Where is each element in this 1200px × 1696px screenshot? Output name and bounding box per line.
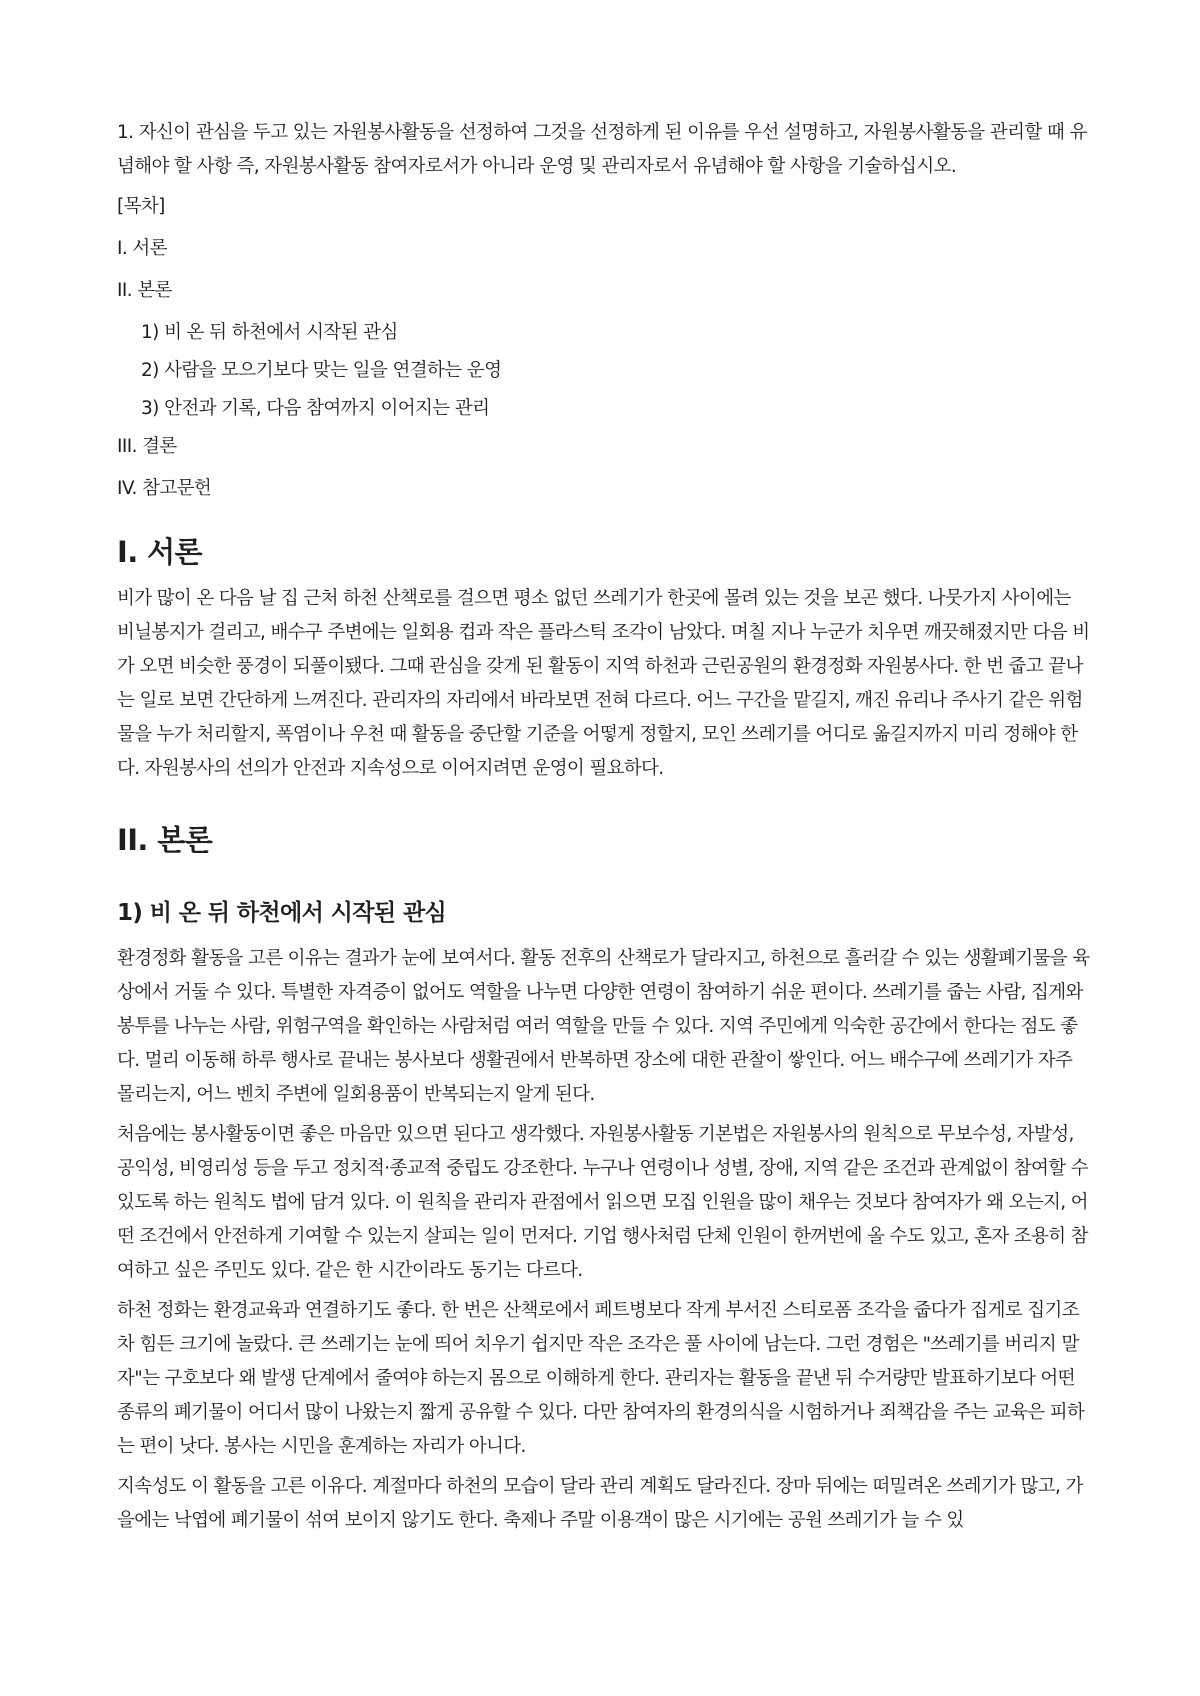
intro-paragraph: 비가 많이 온 다음 날 집 근처 하천 산책로를 걸으면 평소 없던 쓰레기가 한곳에 몰려 있는 것을 보곤 했다. 나뭇가지 사이에는 비닐봉지가 걸리고, 배수구 주변에는 일회용 컵과 작은 플라스틱 조각이 남았다. 며칠 지나 누군가 치우면 깨끗해졌지만 다음 비가 오면 비슷한 풍경이 되풀이됐다. 그때 관심을 갖게 된 활동이 지역 하천과 근린공원의 환경정화 자원봉사다. 한 번 줍고 끝나는 일로 보면 간단하게 느껴진다. 관리자의 자리에서 바라보면 전혀 다르다. 어느 구간을 맡길지, 깨진 유리나 주사기 같은 위험물을 누가 처리할지, 폭염이나 우천 때 활동을 중단할 기준을 어떻게 정할지, 모인 쓰레기를 어디로 옮길지까지 미리 정해야 한다. 자원봉사의 선의가 안전과 지속성으로 이어지려면 운영이 필요하다. [117, 588, 1090, 779]
toc-item-body-3: 3) 안전과 기록, 다음 참여까지 이어지는 관리 [141, 398, 490, 419]
body-paragraph: 처음에는 봉사활동이면 좋은 마음만 있으면 된다고 생각했다. 자원봉사활동 기본법은 자원봉사의 원칙으로 무보수성, 자발성, 공익성, 비영리성 등을 두고 정치적·종교적 중립도 강조한다. 누구나 연령이나 성별, 장애, 지역 같은 조건과 관계없이 참여할 수 있도록 하는 원칙도 법에 담겨 있다. 이 원칙을 관리자 관점에서 읽으면 모집 인원을 많이 채우는 것보다 참여자가 왜 오는지, 어떤 조건에서 안전하게 기여할 수 있는지 살피는 일이 먼저다. 기업 행사처럼 단체 인원이 한꺼번에 올 수도 있고, 혼자 조용히 참여하고 싶은 주민도 있다. 같은 한 시간이라도 동기는 다르다. [117, 1124, 1088, 1281]
toc-item-body-2: 2) 사람을 모으기보다 맞는 일을 연결하는 운영 [141, 360, 502, 381]
toc-item-references: IV. 참고문헌 [117, 478, 212, 499]
toc-heading: [목차] [117, 196, 165, 217]
toc-item-intro: I. 서론 [117, 238, 167, 259]
body-paragraph: 하천 정화는 환경교육과 연결하기도 좋다. 한 번은 산책로에서 페트병보다 작게 부서진 스티로폼 조각을 줍다가 집게로 집기조차 힘든 크기에 놀랐다. 큰 쓰레기는 눈에 띄어 치우기 쉽지만 작은 조각은 풀 사이에 남는다. 그런 경험은 "쓰레기를 버리지 말자"는 구호보다 왜 발생 단계에서 줄여야 하는지 몸으로 이해하게 한다. 관리자는 활동을 끝낸 뒤 수거량만 발표하기보다 어떤 종류의 폐기물이 어디서 많이 나왔는지 짧게 공유할 수 있다. 다만 참여자의 환경의식을 시험하거나 죄책감을 주는 교육은 피하는 편이 낫다. 봉사는 시민을 훈계하는 자리가 아니다. [117, 1300, 1085, 1457]
toc-item-body: II. 본론 [117, 280, 172, 301]
toc-item-conclusion: III. 결론 [117, 436, 177, 457]
assignment-question: 1. 자신이 관심을 두고 있는 자원봉사활동을 선정하여 그것을 선정하게 된 이유를 우선 설명하고, 자원봉사활동을 관리할 때 유념해야 할 사항 즉, 자원봉사활동 참여자로서가 아니라 운영 및 관리자로서 유념해야 할 사항을 기술하십시오. [117, 122, 1087, 177]
toc-item-body-1: 1) 비 온 뒤 하천에서 시작된 관심 [141, 322, 398, 343]
body-paragraph: 환경정화 활동을 고른 이유는 결과가 눈에 보여서다. 활동 전후의 산책로가 달라지고, 하천으로 흘러갈 수 있는 생활폐기물을 육상에서 거둘 수 있다. 특별한 자격증이 없어도 역할을 나누면 다양한 연령이 참여하기 쉬운 편이다. 쓰레기를 줍는 사람, 집게와 봉투를 나누는 사람, 위험구역을 확인하는 사람처럼 여러 역할을 만들 수 있다. 지역 주민에게 익숙한 공간에서 한다는 점도 좋다. 멀리 이동해 하루 행사로 끝내는 봉사보다 생활권에서 반복하면 장소에 대한 관찰이 쌓인다. 어느 배수구에 쓰레기가 자주 몰리는지, 어느 벤치 주변에 일회용품이 반복되는지 알게 된다. [117, 948, 1090, 1105]
table-of-contents [117, 192, 1090, 504]
subsection-heading-1: 1) 비 온 뒤 하천에서 시작된 관심 [117, 900, 447, 926]
body-paragraph: 지속성도 이 활동을 고른 이유다. 계절마다 하천의 모습이 달라 관리 계획도 달라진다. 장마 뒤에는 떠밀려온 쓰레기가 많고, 가을에는 낙엽에 폐기물이 섞여 보이지 않기도 한다. 축제나 주말 이용객이 많은 시기에는 공원 쓰레기가 늘 수 있 [117, 1476, 1083, 1531]
section-heading-body: II. 본론 [117, 823, 213, 857]
section-heading-intro: I. 서론 [117, 535, 202, 569]
